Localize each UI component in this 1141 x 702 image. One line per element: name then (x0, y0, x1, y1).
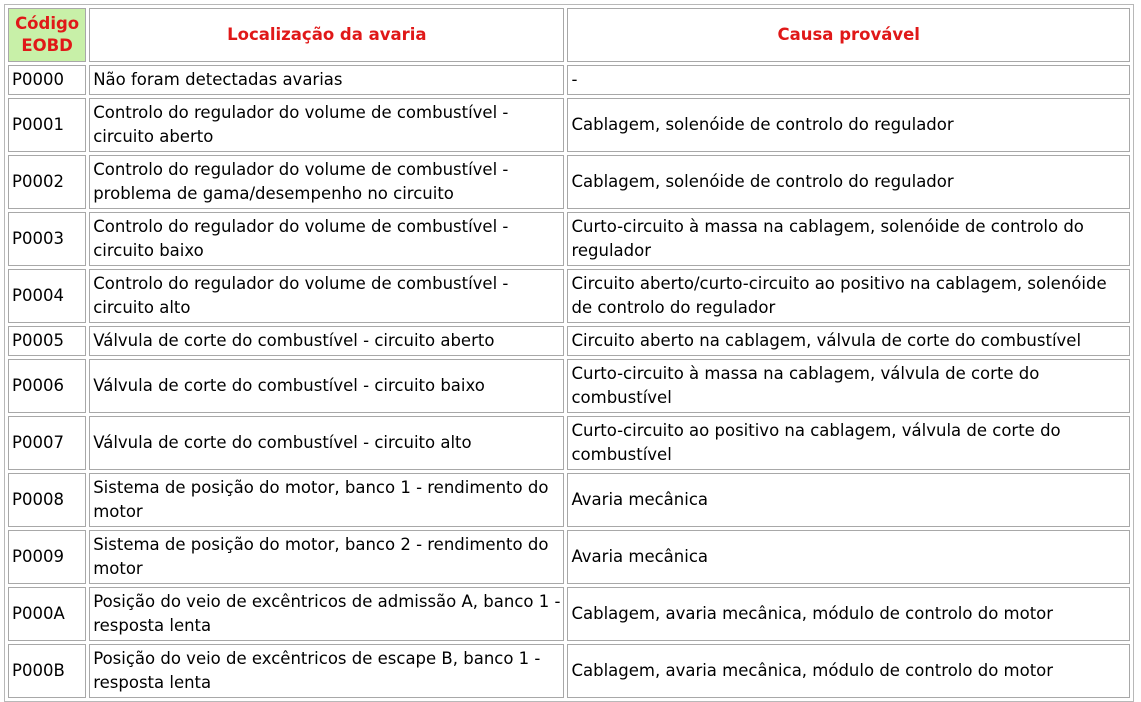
table-row (8, 155, 1130, 209)
fault-location-cell: Posição do veio de excêntricos de escape B, banco 1 - resposta lenta (89, 644, 564, 698)
table-row (8, 98, 1130, 152)
fault-location-cell: Controlo do regulador do volume de combustível - circuito aberto (89, 98, 564, 152)
column-header-cause: Causa provável (567, 8, 1130, 62)
fault-code-cell: P0006 (8, 359, 86, 413)
fault-location-cell: Controlo do regulador do volume de combustível - problema de gama/desempenho no circuito (89, 155, 564, 209)
table-row (8, 587, 1130, 641)
probable-cause-cell: Cablagem, solenóide de controlo do regulador (567, 98, 1130, 152)
fault-code-cell: P000B (8, 644, 86, 698)
fault-code-cell: P0001 (8, 98, 86, 152)
column-header-location: Localização da avaria (89, 8, 564, 62)
fault-code-cell: P0009 (8, 530, 86, 584)
probable-cause-cell: Circuito aberto/curto-circuito ao positivo na cablagem, solenóide de controlo do regulador (567, 269, 1130, 323)
fault-code-cell: P0000 (8, 65, 86, 95)
fault-code-cell: P0005 (8, 326, 86, 356)
fault-code-cell: P0007 (8, 416, 86, 470)
fault-location-cell: Válvula de corte do combustível - circuito baixo (89, 359, 564, 413)
probable-cause-cell: Cablagem, avaria mecânica, módulo de controlo do motor (567, 644, 1130, 698)
probable-cause-cell: Curto-circuito à massa na cablagem, válvula de corte do combustível (567, 359, 1130, 413)
probable-cause-cell: Curto-circuito à massa na cablagem, solenóide de controlo do regulador (567, 212, 1130, 266)
table-row (8, 473, 1130, 527)
table-row (8, 359, 1130, 413)
probable-cause-cell: Avaria mecânica (567, 530, 1130, 584)
fault-location-cell: Controlo do regulador do volume de combustível - circuito baixo (89, 212, 564, 266)
fault-code-table-wrapper (4, 4, 1134, 702)
fault-code-cell: P0008 (8, 473, 86, 527)
fault-location-cell: Posição do veio de excêntricos de admissão A, banco 1 - resposta lenta (89, 587, 564, 641)
table-row (8, 644, 1130, 698)
fault-code-table (4, 4, 1134, 702)
fault-code-cell: P0002 (8, 155, 86, 209)
fault-location-cell: Sistema de posição do motor, banco 2 - rendimento do motor (89, 530, 564, 584)
table-header-row (8, 8, 1130, 62)
table-row (8, 530, 1130, 584)
table-row (8, 326, 1130, 356)
column-header-code-line1: Código (15, 14, 80, 33)
table-body (8, 65, 1130, 698)
probable-cause-cell: Cablagem, solenóide de controlo do regulador (567, 155, 1130, 209)
fault-location-cell: Válvula de corte do combustível - circuito aberto (89, 326, 564, 356)
fault-code-cell: P0003 (8, 212, 86, 266)
probable-cause-cell: Cablagem, avaria mecânica, módulo de controlo do motor (567, 587, 1130, 641)
fault-location-cell: Não foram detectadas avarias (89, 65, 564, 95)
fault-code-cell: P0004 (8, 269, 86, 323)
table-row (8, 416, 1130, 470)
fault-location-cell: Sistema de posição do motor, banco 1 - rendimento do motor (89, 473, 564, 527)
table-row (8, 269, 1130, 323)
fault-code-cell: P000A (8, 587, 86, 641)
probable-cause-cell: Avaria mecânica (567, 473, 1130, 527)
fault-location-cell: Válvula de corte do combustível - circuito alto (89, 416, 564, 470)
probable-cause-cell: Curto-circuito ao positivo na cablagem, válvula de corte do combustível (567, 416, 1130, 470)
probable-cause-cell: Circuito aberto na cablagem, válvula de corte do combustível (567, 326, 1130, 356)
table-row (8, 65, 1130, 95)
column-header-code-line2: EOBD (21, 36, 73, 55)
column-header-code (8, 8, 86, 62)
fault-location-cell: Controlo do regulador do volume de combustível - circuito alto (89, 269, 564, 323)
table-row (8, 212, 1130, 266)
probable-cause-cell: - (567, 65, 1130, 95)
